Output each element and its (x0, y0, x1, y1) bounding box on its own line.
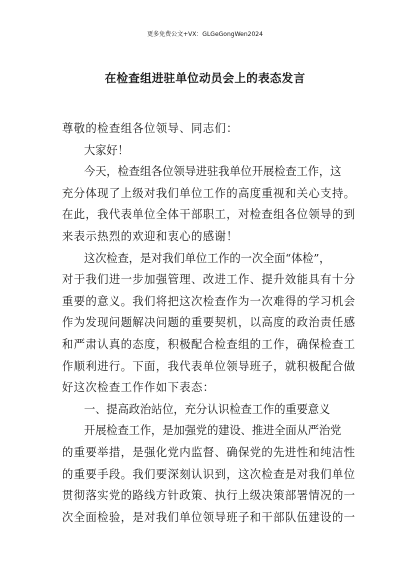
body-line: 和严肃认真的态度，积极配合检查组的工作，确保检查工 (62, 337, 356, 351)
body-line: 在此，我代表单位全体干部职工，对检查组各位领导的到 (62, 208, 356, 222)
header-note: 更多免费公文+VX：GLGeGongWen2024 (147, 31, 263, 38)
document-title: 在检查组进驻单位动员会上的表态发言 (104, 71, 306, 85)
body-line: 尊敬的检查组各位领导、同志们： (62, 122, 239, 135)
body-line: 次全面检验，是对我们单位领导班子和干部队伍建设的一 (62, 510, 356, 524)
body-line: 作为发现问题解决问题的重要契机，以高度的政治责任感 (62, 316, 356, 330)
body-line: 的重要手段。我们要深刻认识到，这次检查是对我们单位 (62, 467, 356, 481)
body-line: 开展检查工作，是加强党的建设、推进全面从严治党 (84, 424, 342, 438)
body-line: 对于我们进一步加强管理、改进工作、提升效能具有十分 (62, 273, 356, 287)
body-line: 大家好！ (84, 143, 129, 157)
body-line: 今天，检查组各位领导进驻我单位开展检查工作，这 (84, 165, 342, 179)
body-line: 好这次检查工作作如下表态： (62, 381, 215, 395)
body-line: 作顺利进行。下面，我代表单位领导班子，就积极配合做 (62, 359, 356, 373)
body-line: 贯彻落实党的路线方针政策、执行上级决策部署情况的一 (62, 489, 356, 503)
body-line: 来表示热烈的欢迎和衷心的感谢！ (62, 229, 239, 243)
body-line: 一、提高政治站位，充分认识检查工作的重要意义 (84, 402, 331, 416)
body-line: 的重要举措，是强化党内监督、确保党的先进性和纯洁性 (62, 445, 356, 459)
body-line: 这次检查，是对我们单位工作的一次全面“体检”， (84, 251, 331, 265)
document-body (62, 118, 362, 528)
body-line: 重要的意义。我们将把这次检查作为一次难得的学习机会 (62, 294, 356, 308)
body-line: 充分体现了上级对我们单位工作的高度重视和关心支持。 (62, 186, 356, 200)
